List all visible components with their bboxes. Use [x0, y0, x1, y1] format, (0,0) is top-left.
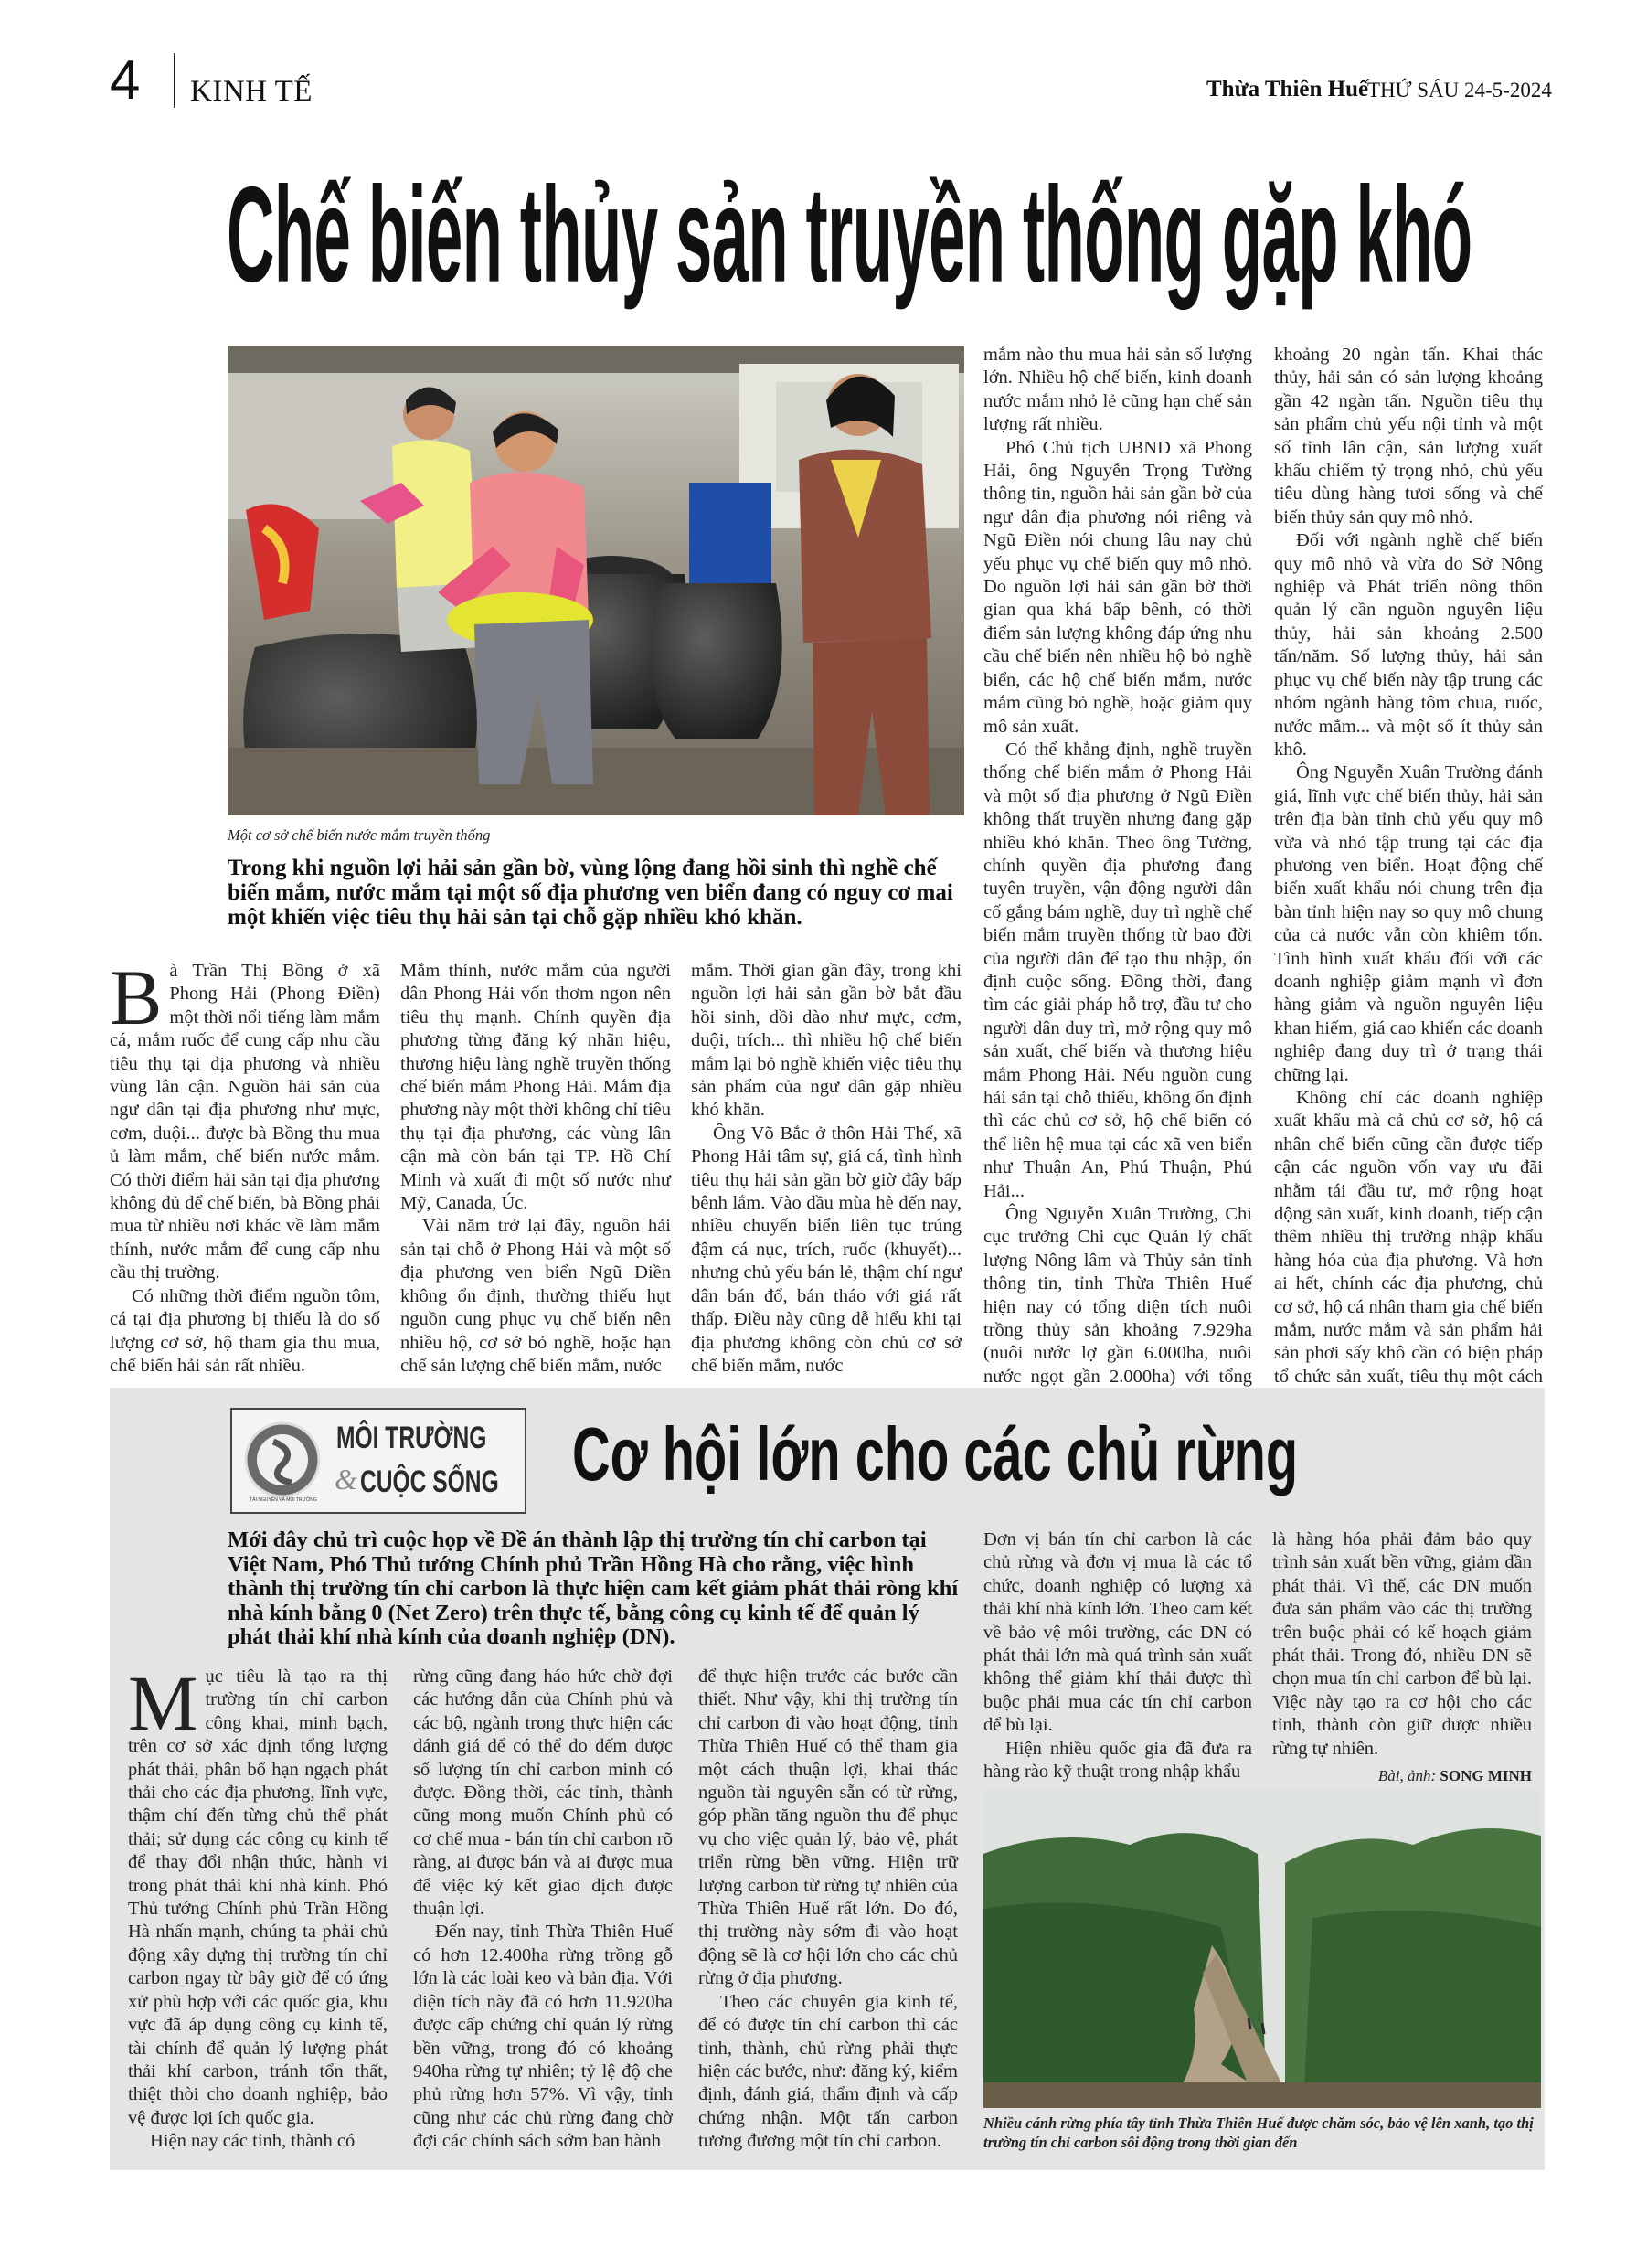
- article1-title: [227, 158, 1561, 311]
- article2-column-5: [1272, 1528, 1532, 1787]
- forest-photo: [983, 1790, 1541, 2108]
- article1-dropcap: B: [110, 953, 163, 1041]
- page-number: 4: [110, 49, 141, 111]
- article1-lede: Trong khi nguồn lợi hải sản gần bờ, vùng lộng đang hồi sinh thì nghề chế biến mắm, nước mắm tại một số địa phương ven biển đang có nguy cơ mai một khiến việc tiêu thụ hải sản tại chỗ gặp nhiều khó khăn.: [228, 856, 953, 930]
- article1-col1-paragraph: [110, 953, 380, 1285]
- article2-col4-paragraph-1: Đơn vị bán tín chỉ carbon là các chủ rừng và đơn vị mua là các tổ chức, doanh nghiệp có lượng xả thải khí nhà kính lớn. Theo cam kết về bảo vệ môi trường, các DN có phát thải lớn mà quá trình sản xuất không thể giảm khí thải được thì buộc phải mua các tín chỉ carbon để bù lại.: [983, 1529, 1252, 1736]
- article2-col2-paragraph-2: Đến nay, tỉnh Thừa Thiên Huế có hơn 12.400ha rừng trồng gỗ lớn là các loài keo và bản địa. Với diện tích này đã có hơn 11.920ha được cấp chứng chỉ quản lý rừng bền vững, trong đó có khoảng 940ha rừng tự nhiên; tỷ lệ độ che phủ rừng hơn 57%. Vì vậy, tỉnh cũng như các chủ rừng đang chờ đợi các chính sách sớm ban hành: [413, 1922, 673, 2152]
- article2-dropcap: M: [128, 1659, 198, 1747]
- section-name: KINH TẾ: [190, 75, 313, 108]
- article2-col1-paragraph: [128, 1659, 388, 2130]
- article2-col1-text: ục tiêu là tạo ra thị trường tín chỉ carbon công khai, minh bạch, trên cơ sở xác định tổng lượng phát thải, phân bổ hạn ngạch phát thải cho các địa phương, lĩnh vực, thậm chí đến từng chủ thể phát thải; sử dụng các công cụ kinh tế để thay đổi nhận thức, hành vi trong phát thải khí nhà kính. Phó Thủ tướng Chính phủ Trần Hồng Hà nhấn mạnh, chúng ta phải chủ động xây dựng thị trường tín chỉ carbon ngay từ bây giờ để có ứng xử phù hợp với các quốc gia, khu vực đã áp dụng công cụ kinh tế, tài chính để quản lý lượng phát thải khí carbon, tránh tổn thất, thiệt thòi cho doanh nghiệp, bảo vệ được lợi ích quốc gia.: [128, 1666, 388, 2128]
- article1-column-4: [983, 344, 1252, 1412]
- article2-title-wrap: [572, 1413, 1541, 1505]
- article2-byline-label: Bài, ảnh:: [1377, 1767, 1437, 1785]
- article2-col3-paragraph-1: để thực hiện trước các bước cần thiết. Như vậy, khi thị trường tín chỉ carbon đi vào hoạt động, tỉnh Thừa Thiên Huế có thể tham gia một cách thuận lợi, khai thác nguồn tài nguyên sẵn có từ rừng, góp phần tăng nguồn thu để phục vụ cho việc quản lý, bảo vệ, phát triển rừng bền vững. Hiện trữ lượng carbon từ rừng tự nhiên của Thừa Thiên Huế rất lớn. Do đó, thị trường này sớm đi vào hoạt động sẽ là cơ hội lớn cho các chủ rừng ở địa phương.: [698, 1666, 958, 1989]
- article2-column-1: [128, 1659, 388, 2154]
- article1-headline: Chế biến thủy sản truyền thống gặp khó: [227, 158, 1472, 311]
- article2-column-2: [413, 1666, 673, 2154]
- article2-byline-author: SONG MINH: [1440, 1767, 1532, 1785]
- article2-photo-caption: Nhiều cánh rừng phía tây tỉnh Thừa Thiên Huế được chăm sóc, bảo vệ lên xanh, tạo thị trường tín chỉ carbon sôi động trong thời gian đến: [983, 2114, 1534, 2151]
- issue-date: THỨ SÁU 24-5-2024: [1367, 79, 1552, 101]
- article1-col4-paragraph-4: Ông Nguyễn Xuân Trường, Chi cục trưởng Chi cục Quản lý chất lượng Nông lâm và Thủy sản tỉnh thông tin, tỉnh Thừa Thiên Huế hiện nay có tổng diện tích nuôi trồng thủy sản khoảng 7.929ha (nuôi nước lợ gần 6.000ha, nuôi nước ngọt gần 2.000ha) với tổng: [983, 1204, 1252, 1387]
- article2-col5-paragraph-1: là hàng hóa phải đảm bảo quy trình sản xuất bền vững, giảm dần phát thải. Vì thế, các DN muốn đưa sản phẩm vào các thị trường trên buộc phải có kế hoạch giảm phát thải. Trong đó, nhiều DN sẽ chọn mua tín chỉ carbon để bù lại. Việc này tạo ra cơ hội cho các tỉnh, thành còn giữ được nhiều rừng tự nhiên.: [1272, 1529, 1532, 1759]
- article1-col4-paragraph-2: Phó Chủ tịch UBND xã Phong Hải, ông Nguyễn Trọng Tường thông tin, nguồn hải sản gần bờ của ngư dân địa phương nói riêng và Ngũ Điền nói chung lâu nay chủ yếu phục vụ chế biến quy mô nhỏ. Do nguồn lợi hải sản gần bờ thời gian qua khá bấp bênh, có thời điểm sản lượng không đáp ứng nhu cầu chế biến nên nhiều hộ bỏ nghề biển, các hộ chế biến mắm, nước mắm cũng bỏ nghề, hoặc giảm quy mô sản xuất.: [983, 437, 1252, 737]
- article1-col4-paragraph-3: Có thể khẳng định, nghề truyền thống chế biến mắm ở Phong Hải và một số địa phương ở Ngũ Điền không thất truyền nhưng đang gặp nhiều khó khăn. Theo ông Tường, chính quyền địa phương đang tuyên truyền, vận động người dân cố gắng bám nghề, duy trì nghề chế biến mắm truyền thống từ bao đời của người dân để tạo thu nhập, ổn định cuộc sống. Đồng thời, đang tìm các giải pháp hỗ trợ, đầu tư cho người dân duy trì, mở rộng quy mô sản xuất, chế biến và thương hiệu mắm Phong Hải. Nếu nguồn cung hải sản tại chỗ thiếu, không ổn định thì các chủ cơ sở, hộ chế biến có thể liên hệ mua tại các xã ven biển như Thuận An, Phú Thuận, Phú Hải...: [983, 739, 1252, 1201]
- ministry-emblem-icon: [241, 1419, 324, 1501]
- header-divider: [174, 53, 175, 108]
- article1-col5-paragraph-4: Không chỉ các doanh nghiệp xuất khẩu mà cả chủ cơ sở, hộ cá nhân chế biến cũng cần được tiếp cận các nguồn vốn vay ưu đãi nhằm tái đầu tư, mở rộng hoạt động sản xuất, kinh doanh, tiếp cận thêm nhiều thị trường nhập khẩu hàng hóa của địa phương. Và hơn ai hết, chính các địa phương, chủ cơ sở, hộ cá nhân tham gia chế biến mắm, nước mắm và sản phẩm hải sản phơi sấy khô cần có biện pháp tổ chức sản xuất, tiêu thụ một cách: [1274, 1088, 1543, 1387]
- article1-col1-paragraph-2: Có những thời điểm nguồn tôm, cá tại địa phương bị thiếu là do số lượng cơ sở, hộ tham gia thu mua, chế biến hải sản rất nhiều.: [110, 1285, 380, 1376]
- article1-column-5: [1274, 344, 1543, 1439]
- environment-life-logo: [230, 1408, 526, 1514]
- fish-sauce-workshop-illustration: [228, 346, 964, 815]
- article1-col5-paragraph-3: Ông Nguyễn Xuân Trường đánh giá, lĩnh vực chế biến thủy, hải sản trên địa bàn tỉnh chủ yếu quy mô vừa và nhỏ tập trung tại các địa phương ven biển. Hoạt động chế biến xuất khẩu nói chung trên địa bàn tỉnh hiện nay so quy mô chung của cả nước vẫn còn khiêm tốn. Tình hình xuất khẩu đối với các doanh nghiệp giảm mạnh vì đơn hàng giảm và nguồn nguyên liệu khan hiếm, giá cao khiến các doanh nghiệp đang duy trì ở trạng thái chững lại.: [1274, 762, 1543, 1085]
- paper-name: [1206, 77, 1368, 102]
- article2-byline: [1272, 1764, 1532, 1787]
- article1-column-2: [400, 960, 671, 1378]
- article2-column-4: [983, 1528, 1252, 1784]
- article1-col5-paragraph-2: Đối với ngành nghề chế biến quy mô nhỏ và vừa do Sở Nông nghiệp và Phát triển nông thôn quản lý cần nguồn nguyên liệu thủy, hải sản khoảng 2.500 tấn/năm. Số lượng thủy, hải sản phục vụ chế biến này tập trung các nhóm ngành hàng tôm chua, ruốc, nước mắm... và một số ít thủy sản khô.: [1274, 530, 1543, 760]
- logo-line-1: MÔI TRƯỜNG: [336, 1421, 487, 1455]
- article1-col2-paragraph-2: Vài năm trở lại đây, nguồn hải sản tại chỗ ở Phong Hải và một số địa phương ven biển Ngũ Điền không ổn định, thường thiếu hụt nguồn cung phục vụ chế biến nên nhiều hộ, cơ sở bỏ nghề, hoặc hạn chế sản lượng chế biến mắm, nước: [400, 1216, 671, 1376]
- article1-col5-paragraph-1: khoảng 20 ngàn tấn. Khai thác thủy, hải sản có sản lượng khoảng gần 42 ngàn tấn. Nguồn tiêu thụ sản phẩm chủ yếu nội tỉnh và một số tỉnh lân cận, sản lượng xuất khẩu chiếm tỷ trọng nhỏ, chủ yếu tiêu dùng hàng tươi sống và chế biến thủy sản quy mô nhỏ.: [1274, 345, 1543, 527]
- article2-col2-paragraph-1: rừng cũng đang háo hức chờ đợi các hướng dẫn của Chính phủ và các bộ, ngành trong thực hiện các đánh giá để có thể đo đếm được số lượng tín chỉ carbon minh có được. Đồng thời, các tỉnh, thành cũng mong muốn Chính phủ có cơ chế mua - bán tín chỉ carbon rõ ràng, ai được bán và ai được mua để việc ký kết giao dịch được thuận lợi.: [413, 1666, 673, 1920]
- article1-col3-paragraph-2: Ông Võ Bắc ở thôn Hải Thế, xã Phong Hải tâm sự, giá cá, tình hình tiêu thụ hải sản gần bờ giờ đây bấp bênh lắm. Vào đầu mùa hè đến nay, nhiều chuyến biển liên tục trúng đậm cá nục, trích, ruốc (khuyết)... nhưng chủ yếu bán lẻ, thậm chí ngư dân bán đổ, bán tháo với giá rất thấp. Điều này cũng dễ hiểu khi tại địa phương không còn chủ cơ sở chế biến mắm, nước: [691, 1123, 962, 1376]
- logo-line-2: CUỘC SỐNG: [360, 1464, 499, 1499]
- article1-col1-text: à Trần Thị Bồng ở xã Phong Hải (Phong Điền) một thời nổi tiếng làm mắm cá, mắm ruốc để cung cấp nhu cầu tiêu thụ tại địa phương và nhiều vùng lân cận. Nguồn hải sản của ngư dân tại địa phương như mực, cơm, duội... được bà Bồng thu mua ủ làm mắm, chế biến nước mắm. Có thời điểm hải sản tại địa phương không đủ để chế biến, bà Bồng phải mua từ nhiều nơi khác về làm mắm thính, nước mắm để cung cấp nhu cầu thị trường.: [110, 961, 380, 1283]
- logo-ampersand: &: [335, 1463, 357, 1496]
- article1-col3-paragraph-1: mắm. Thời gian gần đây, trong khi nguồn lợi hải sản gần bờ bắt đầu hồi sinh, dồi dào như mực, cơm, duội, trích... thì nhiều hộ chế biến mắm lại bỏ nghề khiến việc tiêu thụ sản phẩm của ngư dân gặp nhiều khó khăn.: [691, 961, 962, 1121]
- article1-col4-paragraph-1: mắm nào thu mua hải sản số lượng lớn. Nhiều hộ chế biến, kinh doanh nước mắm nhỏ lẻ cũng hạn chế sản lượng rất nhiều.: [983, 345, 1252, 435]
- article2-headline: Cơ hội lớn cho các chủ rừng: [572, 1411, 1299, 1496]
- paper-name-text: Thừa Thiên Huế: [1206, 77, 1369, 101]
- article2-lede: Mới đây chủ trì cuộc họp về Đề án thành lập thị trường tín chỉ carbon tại Việt Nam, Phó Thủ tướng Chính phủ Trần Hồng Hà cho rằng, việc hình thành thị trường tín chỉ carbon là thực hiện cam kết giảm phát thải ròng khí nhà kính bằng 0 (Net Zero) trên thực tế, bằng công cụ kinh tế để quản lý phát thải khí nhà kính của doanh nghiệp (DN).: [228, 1528, 959, 1649]
- forest-hills-illustration: [983, 1790, 1541, 2108]
- logo-small-text: TÀI NGUYÊN VÀ MÔI TRƯỜNG: [250, 1497, 317, 1503]
- article2-col4-paragraph-2: Hiện nhiều quốc gia đã đưa ra hàng rào kỹ thuật trong nhập khẩu: [983, 1738, 1252, 1783]
- article1-photo-caption: Một cơ sở chế biến nước mắm truyền thống: [228, 826, 491, 844]
- fish-sauce-workshop-photo: [228, 346, 964, 815]
- article2-col1-paragraph-2: Hiện nay các tỉnh, thành có: [150, 2131, 356, 2152]
- article2-col3-paragraph-2: Theo các chuyên gia kinh tế, để có được tín chỉ carbon thì các tỉnh, thành, chủ rừng phải thực hiện các bước, như: đăng ký, kiểm định, đánh giá, thẩm định và cấp chứng nhận. Một tấn carbon tương đương một tín chỉ carbon.: [698, 1991, 958, 2152]
- article1-col2-paragraph-1: Mắm thính, nước mắm của người dân Phong Hải vốn thơm ngon nên tiêu thụ mạnh. Chính quyền địa phương từng đăng ký nhãn hiệu, thương hiệu làng nghề truyền thống chế biến mắm Phong Hải. Mắm địa phương này một thời không chỉ tiêu thụ tại địa phương, các vùng lân cận mà còn bán tại TP. Hồ Chí Minh và xuất đi một số nước như Mỹ, Canada, Úc.: [400, 961, 671, 1214]
- article1-column-1: [110, 953, 380, 1378]
- page-header: [0, 0, 1647, 119]
- article2-column-3: [698, 1666, 958, 2154]
- article1-column-3: [691, 960, 962, 1378]
